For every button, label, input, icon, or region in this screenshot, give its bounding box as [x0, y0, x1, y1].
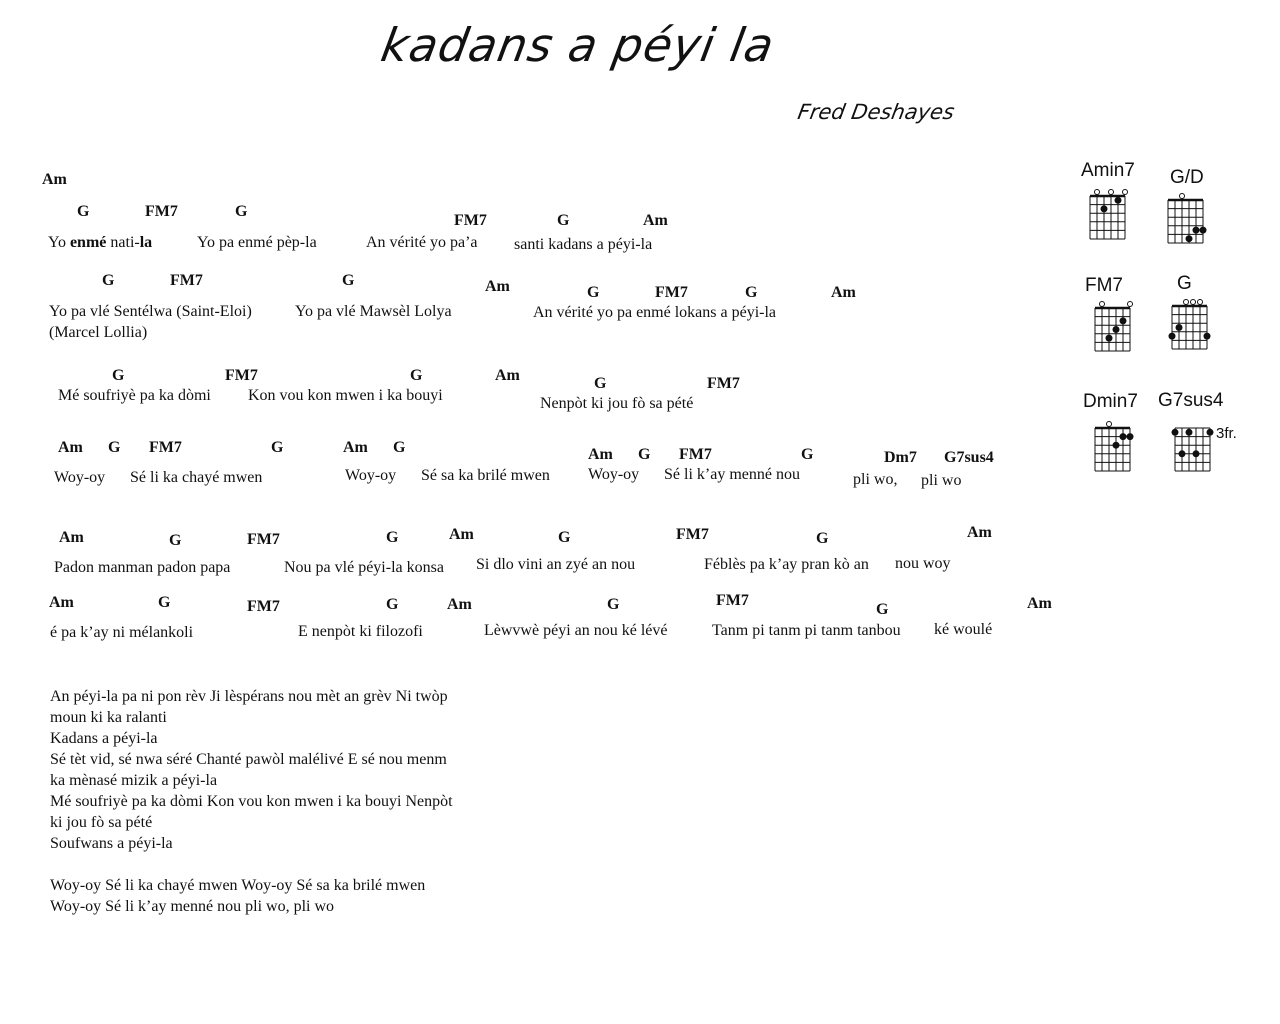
lyric-line: An vérité yo pa enmé lokans a péyi-la: [533, 304, 777, 321]
chord-symbol: FM7: [676, 526, 709, 543]
verse-block: [50, 686, 570, 917]
verse-line: Sé tèt vid, sé nwa séré Chanté pawòl malélivé E sé nou menm: [50, 751, 447, 768]
chord-symbol: G: [558, 529, 571, 546]
chord-symbol: G7sus4: [944, 449, 994, 466]
chord-symbol: G: [108, 439, 121, 456]
chord-symbol: FM7: [655, 284, 688, 301]
amin7-diagram: [1090, 190, 1128, 240]
lyric-line: é pa k’ay ni mélankoli: [50, 624, 194, 641]
chord-symbol: G: [410, 367, 423, 384]
fret-label: 3fr.: [1216, 425, 1237, 442]
chord-symbol: G: [271, 439, 284, 456]
chord-symbol: Am: [49, 594, 74, 611]
chord-grids: [1080, 180, 1280, 490]
chord-symbol: G: [607, 596, 620, 613]
g-diagram: [1169, 300, 1210, 350]
g-d-diagram: [1168, 194, 1206, 244]
lyric-line: nou woy: [895, 555, 951, 572]
g7sus4-diagram: [1172, 428, 1213, 471]
verse-line: moun ki ka ralanti: [50, 709, 167, 726]
verse-line: ki jou fò sa pété: [50, 814, 153, 831]
chord-symbol: Am: [1027, 595, 1052, 612]
lyric-line: Kon vou kon mwen i ka bouyi: [248, 387, 443, 404]
chord-symbol: Am: [831, 284, 856, 301]
fm7-diagram: [1095, 302, 1133, 352]
lyric-line: ké woulé: [934, 621, 993, 638]
lyric-fragment: Yo: [48, 234, 70, 251]
chord-symbol: FM7: [716, 592, 749, 609]
lyric-line: Nou pa vlé péyi-la konsa: [284, 559, 444, 576]
lyric-line: pli wo: [921, 472, 962, 489]
chord-symbol: FM7: [170, 272, 203, 289]
chord-symbol: G: [816, 530, 829, 547]
chord-diagram-name: G/D: [1170, 167, 1204, 188]
verse-line: Mé soufriyè pa ka dòmi Kon vou kon mwen i ka bouyi Nenpòt: [50, 793, 453, 810]
chord-symbol: G: [587, 284, 600, 301]
verse-line: [50, 854, 570, 875]
lyric-line: Woy-oy: [345, 467, 397, 484]
chord-symbol: G: [77, 203, 90, 220]
chord-symbol: FM7: [707, 375, 740, 392]
chord-symbol: FM7: [225, 367, 258, 384]
chord-diagram-name: Amin7: [1081, 160, 1135, 181]
lyric-line: Yo pa vlé Mawsèl Lolya: [295, 303, 452, 320]
lyric-fragment-bold: la: [139, 234, 153, 251]
verse-line: Kadans a péyi-la: [50, 730, 158, 747]
chord-symbol: Am: [59, 529, 84, 546]
chord-symbol: G: [386, 596, 399, 613]
chord-symbol: G: [386, 529, 399, 546]
chord-symbol: G: [876, 601, 889, 618]
verse-line: An péyi-la pa ni pon rèv Ji lèspérans nou mèt an grèv Ni twòp: [50, 688, 448, 705]
chord-symbol: Am: [495, 367, 520, 384]
lyric-line: Si dlo vini an zyé an nou: [476, 556, 636, 573]
lyric-line: [48, 234, 152, 252]
dmin7-diagram: [1095, 422, 1133, 472]
lyric-fragment: nati-: [106, 234, 140, 251]
lyric-line: Mé soufriyè pa ka dòmi: [58, 387, 211, 404]
chord-symbol: Am: [447, 596, 472, 613]
chord-diagram-name: Dmin7: [1083, 391, 1138, 412]
chord-symbol: G: [745, 284, 758, 301]
verse-line: ka mènasé mizik a péyi-la: [50, 772, 218, 789]
chord-symbol: FM7: [145, 203, 178, 220]
lyric-line: Sé li k’ay menné nou: [664, 466, 800, 483]
chord-symbol: G: [169, 532, 182, 549]
chord-symbol: Am: [643, 212, 668, 229]
chord-symbol: FM7: [679, 446, 712, 463]
chord-symbol: Am: [967, 524, 992, 541]
chord-symbol: Am: [449, 526, 474, 543]
lyric-line: An vérité yo pa’a: [366, 234, 478, 251]
lyric-line: Féblès pa k’ay pran kò an: [704, 556, 869, 573]
lyric-line: Yo pa enmé pèp-la: [197, 234, 317, 251]
chord-symbol: FM7: [247, 531, 280, 548]
lyric-line: Lèwvwè péyi an nou ké lévé: [484, 622, 668, 639]
lyric-line: Padon manman padon papa: [54, 559, 231, 576]
chord-symbol: FM7: [454, 212, 487, 229]
chord-diagram-name: G: [1177, 273, 1192, 294]
chord-symbol: Am: [58, 439, 83, 456]
lyric-fragment-bold: enmé: [69, 234, 107, 251]
chord-symbol: G: [594, 375, 607, 392]
lyric-line: Nenpòt ki jou fò sa pété: [540, 395, 694, 412]
chord-symbol: G: [102, 272, 115, 289]
chord-symbol: G: [557, 212, 570, 229]
song-title: kadans a péyi la: [377, 18, 779, 72]
chord-symbol: FM7: [149, 439, 182, 456]
chord-symbol: G: [112, 367, 125, 384]
verse-line: Woy-oy Sé li ka chayé mwen Woy-oy Sé sa ka brilé mwen: [50, 877, 426, 894]
chord-symbol: Am: [588, 446, 613, 463]
lyric-line: Woy-oy: [54, 469, 106, 486]
lyric-line: Tanm pi tanm pi tanm tanbou: [712, 622, 901, 639]
chord-symbol: G: [235, 203, 248, 220]
lyric-line: pli wo,: [853, 471, 898, 488]
chord-symbol: Dm7: [884, 449, 917, 466]
chord-symbol: G: [801, 446, 814, 463]
lyric-line: Sé sa ka brilé mwen: [421, 467, 550, 484]
chord-symbol: FM7: [247, 598, 280, 615]
chord-symbol: G: [393, 439, 406, 456]
chord-diagram-name: FM7: [1085, 275, 1123, 296]
lyric-line: Yo pa vlé Sentélwa (Saint-Eloi): [49, 303, 252, 320]
lyric-line: (Marcel Lollia): [49, 324, 148, 341]
chord-symbol: Am: [343, 439, 368, 456]
lyric-line: Woy-oy: [588, 466, 640, 483]
verse-line: Woy-oy Sé li k’ay menné nou pli wo, pli wo: [50, 898, 335, 915]
chord-symbol: G: [638, 446, 651, 463]
chord-symbol: Am: [485, 278, 510, 295]
lyric-line: Sé li ka chayé mwen: [130, 469, 263, 486]
verse-line: Soufwans a péyi-la: [50, 835, 173, 852]
lyric-line: E nenpòt ki filozofi: [298, 623, 423, 640]
chord-symbol: Am: [42, 171, 67, 188]
chord-diagram-name: G7sus4: [1158, 390, 1224, 411]
chord-symbol: G: [158, 594, 171, 611]
lyric-line: santi kadans a péyi-la: [514, 236, 653, 253]
chord-symbol: G: [342, 272, 355, 289]
song-author: Fred Deshayes: [795, 100, 957, 124]
